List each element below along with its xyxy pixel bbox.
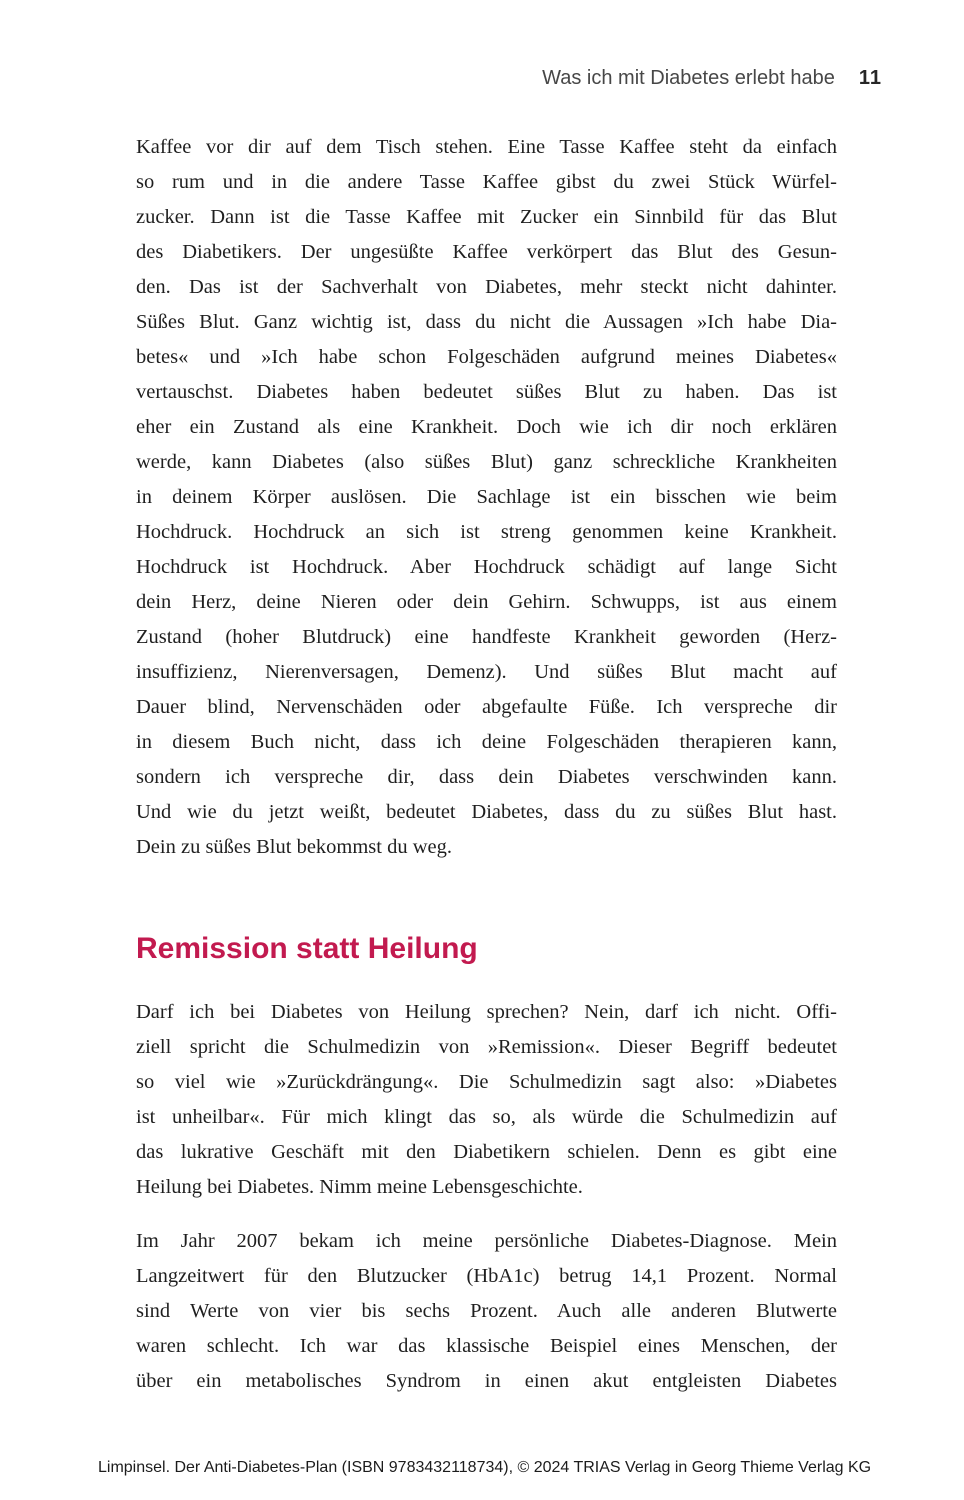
text-line: des Diabetikers. Der ungesüßte Kaffee verkörpert das Blut des Gesun-: [136, 241, 837, 263]
text-line: Hochdruck ist Hochdruck. Aber Hochdruck schädigt auf lange Sicht: [136, 556, 837, 578]
page-number: 11: [858, 67, 882, 89]
text-line: in deinem Körper auslösen. Die Sachlage ist ein bisschen wie beim: [136, 486, 837, 508]
text-line: so rum und in die andere Tasse Kaffee gibst du zwei Stück Würfel-: [136, 171, 837, 193]
text-line: das lukrative Geschäft mit den Diabetikern schielen. Denn es gibt eine: [136, 1141, 837, 1163]
text-line: waren schlecht. Ich war das klassische Beispiel eines Menschen, der: [136, 1335, 837, 1357]
text-line: in diesem Buch nicht, dass ich deine Folgeschäden therapieren kann,: [136, 731, 837, 753]
text-line: ist unheilbar«. Für mich klingt das so, als würde die Schulmedizin auf: [136, 1106, 837, 1128]
text-line: vertauschst. Diabetes haben bedeutet süßes Blut zu haben. Das ist: [136, 381, 837, 403]
text-line: sind Werte von vier bis sechs Prozent. Auch alle anderen Blutwerte: [136, 1300, 837, 1322]
text-line: Und wie du jetzt weißt, bedeutet Diabetes, dass du zu süßes Blut hast.: [136, 801, 837, 823]
text-line: über ein metabolisches Syndrom in einen akut entgleisten Diabetes: [136, 1370, 837, 1392]
text-line: so viel wie »Zurückdrängung«. Die Schulmedizin sagt also: »Diabetes: [136, 1071, 837, 1093]
page-body: [136, 130, 837, 1399]
page-footer: [98, 1459, 871, 1477]
text-line: Süßes Blut. Ganz wichtig ist, dass du nicht die Aussagen »Ich habe Dia-: [136, 311, 837, 333]
text-line: den. Das ist der Sachverhalt von Diabetes, mehr steckt nicht dahinter.: [136, 276, 837, 298]
text-line: zucker. Dann ist die Tasse Kaffee mit Zucker ein Sinnbild für das Blut: [136, 206, 837, 228]
text-line: dein Herz, deine Nieren oder dein Gehirn. Schwupps, ist aus einem: [136, 591, 837, 613]
text-line: Dein zu süßes Blut bekommst du weg.: [136, 836, 453, 858]
text-line: Hochdruck. Hochdruck an sich ist streng genommen keine Krankheit.: [136, 521, 837, 543]
text-line: Heilung bei Diabetes. Nimm meine Lebensgeschichte.: [136, 1176, 583, 1198]
text-line: betes« und »Ich habe schon Folgeschäden aufgrund meines Diabetes«: [136, 346, 837, 368]
text-line: Zustand (hoher Blutdruck) eine handfeste Krankheit geworden (Herz-: [136, 626, 837, 648]
text-line: eher ein Zustand als eine Krankheit. Doch wie ich dir noch erklären: [136, 416, 837, 438]
text-line: Kaffee vor dir auf dem Tisch stehen. Eine Tasse Kaffee steht da einfach: [136, 136, 837, 158]
text-line: Darf ich bei Diabetes von Heilung sprechen? Nein, darf ich nicht. Offi-: [136, 1001, 837, 1023]
text-line: insuffizienz, Nierenversagen, Demenz). Und süßes Blut macht auf: [136, 661, 837, 683]
page-header: [542, 67, 882, 90]
text-line: sondern ich verspreche dir, dass dein Diabetes verschwinden kann.: [136, 766, 837, 788]
paragraph-remission: [136, 995, 837, 1205]
paragraph-kaffee-vergleich: [136, 130, 837, 865]
running-head: Was ich mit Diabetes erlebt habe: [542, 67, 835, 89]
text-line: ziell spricht die Schulmedizin von »Remission«. Dieser Begriff bedeutet: [136, 1036, 837, 1058]
section-heading: Remission statt Heilung: [136, 932, 478, 965]
text-line: Dauer blind, Nervenschäden oder abgefaulte Füße. Ich verspreche dir: [136, 696, 837, 718]
text-line: Langzeitwert für den Blutzucker (HbA1c) betrug 14,1 Prozent. Normal: [136, 1265, 837, 1287]
text-line: Im Jahr 2007 bekam ich meine persönliche Diabetes-Diagnose. Mein: [136, 1230, 837, 1252]
paragraph-diagnose-2007: [136, 1224, 837, 1399]
text-line: werde, kann Diabetes (also süßes Blut) ganz schreckliche Krankheiten: [136, 451, 837, 473]
copyright-line: Limpinsel. Der Anti-Diabetes-Plan (ISBN 9783432118734), © 2024 TRIAS Verlag in Georg Thieme Verlag KG: [98, 1459, 872, 1476]
